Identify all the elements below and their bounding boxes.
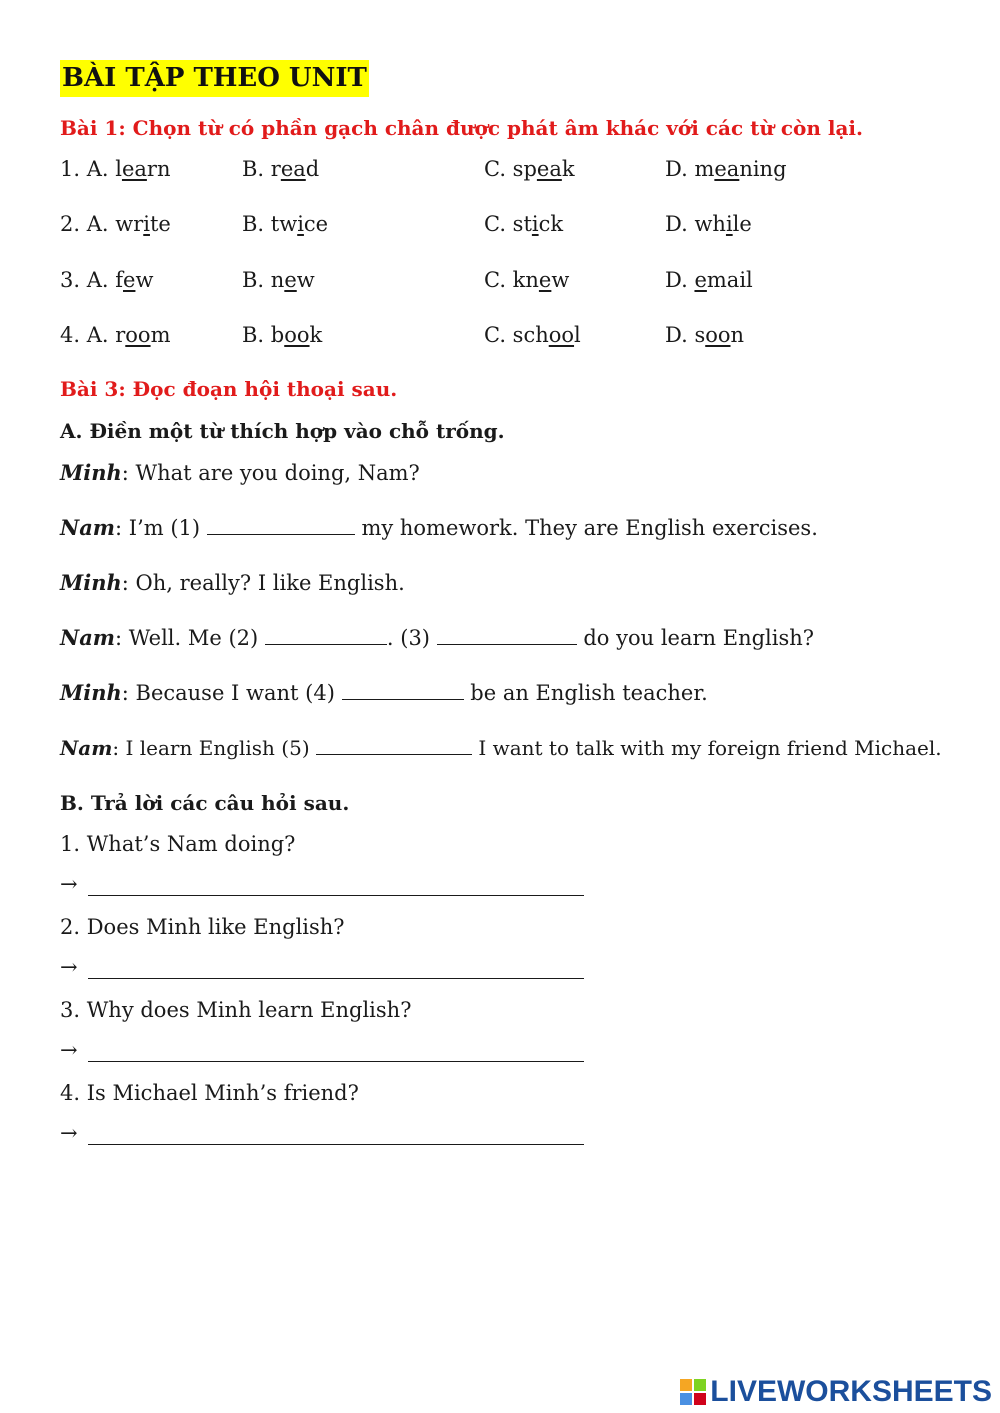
dialogue-text: : I’m (1) [115,516,207,540]
option-2-d[interactable] [665,212,752,236]
option-text: te [149,212,171,236]
option-1-a[interactable] [60,157,170,181]
option-4-b[interactable] [242,323,322,347]
question-4: 4. Is Michael Minh’s friend? [60,1081,359,1105]
option-3-a[interactable] [60,268,153,292]
underlined-sound: ea [536,157,562,181]
option-text: l [574,323,581,347]
option-2-a[interactable] [60,212,171,236]
option-text: D. m [665,157,715,181]
dialogue-text: I want to talk with my foreign friend Michael. [471,736,942,760]
underlined-sound: i [725,212,733,236]
dialogue-text: do you learn English? [576,626,815,650]
option-text: ce [303,212,329,236]
option-text: ck [538,212,564,236]
answer-field[interactable] [88,1124,584,1145]
option-text: k [309,323,323,347]
option-3-d[interactable] [665,268,753,292]
question-1: 1. What’s Nam doing? [60,832,296,856]
dialogue-text: : Well. Me (2) [115,626,265,650]
dialogue-text: : Oh, really? I like English. [121,571,405,595]
dialogue-text: : I learn English (5) [112,736,316,760]
option-text: 3. A. f [60,268,123,292]
answer-line-4[interactable] [60,1121,584,1145]
option-1-c[interactable] [484,157,575,181]
option-text: 1. A. l [60,157,122,181]
dialogue-line-2 [60,515,818,540]
dialogue-line-3 [60,570,405,595]
option-text: le [732,212,752,236]
option-text: 2. A. wr [60,212,144,236]
answer-field[interactable] [88,958,584,979]
option-3-b[interactable] [242,268,315,292]
option-1-b[interactable] [242,157,319,181]
option-text: n [730,323,745,347]
option-text: ning [739,157,787,181]
option-text: C. sp [484,157,537,181]
arrow-icon: → [60,955,78,979]
exercise-1-heading: Bài 1: Chọn từ có phần gạch chân được phát âm khác với các từ còn lại. [60,116,863,140]
dialogue-text: . (3) [386,626,437,650]
dialogue-text: be an English teacher. [463,681,708,705]
question-2: 2. Does Minh like English? [60,915,345,939]
underlined-sound: ea [121,157,147,181]
arrow-icon: → [60,1038,78,1062]
option-text: D. wh [665,212,726,236]
answer-line-2[interactable] [60,955,584,979]
answer-field[interactable] [88,875,584,896]
option-text: B. b [242,323,285,347]
blank-4[interactable] [342,681,464,700]
page-title: BÀI TẬP THEO UNIT [60,60,369,97]
dialogue-line-5 [60,680,708,705]
option-4-d[interactable] [665,323,744,347]
option-text: w [551,268,570,292]
option-text: B. r [242,157,281,181]
underlined-sound: e [123,268,136,292]
speaker-minh: Minh [60,570,122,595]
speaker-nam: Nam [60,515,116,540]
arrow-icon: → [60,872,78,896]
option-1-d[interactable] [665,157,787,181]
option-text: w [135,268,154,292]
logo-icon [680,1379,706,1405]
speaker-nam: Nam [60,625,116,650]
option-2-b[interactable] [242,212,328,236]
speaker-minh: Minh [60,460,122,485]
underlined-sound: e [694,268,707,292]
part-a-heading: A. Điền một từ thích hợp vào chỗ trống. [60,419,505,443]
underlined-sound: e [284,268,297,292]
liveworksheets-logo [680,1375,992,1409]
underlined-sound: i [531,212,539,236]
blank-3[interactable] [437,626,577,645]
option-text: 4. A. r [60,323,126,347]
option-4-a[interactable] [60,323,171,347]
option-text: D. [665,268,695,292]
underlined-sound: i [143,212,150,236]
dialogue-text: : Because I want (4) [121,681,342,705]
underlined-sound: ea [714,157,740,181]
option-3-c[interactable] [484,268,569,292]
question-3: 3. Why does Minh learn English? [60,998,412,1022]
dialogue-text: my homework. They are English exercises. [354,516,818,540]
underlined-sound: i [297,212,304,236]
logo-text: LIVEWORKSHEETS [710,1375,992,1408]
option-text: mail [706,268,753,292]
option-text: C. sch [484,323,549,347]
option-text: B. tw [242,212,298,236]
answer-line-1[interactable] [60,872,584,896]
option-2-c[interactable] [484,212,563,236]
underlined-sound: oo [125,323,151,347]
option-text: rn [146,157,171,181]
option-text: m [150,323,171,347]
arrow-icon: → [60,1121,78,1145]
answer-line-3[interactable] [60,1038,584,1062]
dialogue-line-6 [60,736,942,760]
part-b-heading: B. Trả lời các câu hỏi sau. [60,791,350,815]
speaker-minh: Minh [60,680,122,705]
option-text: D. s [665,323,706,347]
underlined-sound: oo [548,323,575,347]
answer-field[interactable] [88,1041,584,1062]
blank-2[interactable] [265,626,387,645]
blank-5[interactable] [316,736,472,755]
dialogue-text: : What are you doing, Nam? [121,461,420,485]
option-text: B. n [242,268,285,292]
underlined-sound: oo [705,323,731,347]
exercise-3-heading: Bài 3: Đọc đoạn hội thoại sau. [60,377,398,401]
underlined-sound: ea [280,157,306,181]
blank-1[interactable] [207,516,355,535]
dialogue-line-1 [60,460,420,485]
option-text: w [296,268,315,292]
underlined-sound: e [538,268,552,292]
speaker-nam: Nam [60,736,113,760]
underlined-sound: oo [284,323,310,347]
option-4-c[interactable] [484,323,581,347]
option-text: C. kn [484,268,539,292]
option-text: k [561,157,575,181]
option-text: d [305,157,320,181]
dialogue-line-4 [60,625,814,650]
option-text: C. st [484,212,532,236]
